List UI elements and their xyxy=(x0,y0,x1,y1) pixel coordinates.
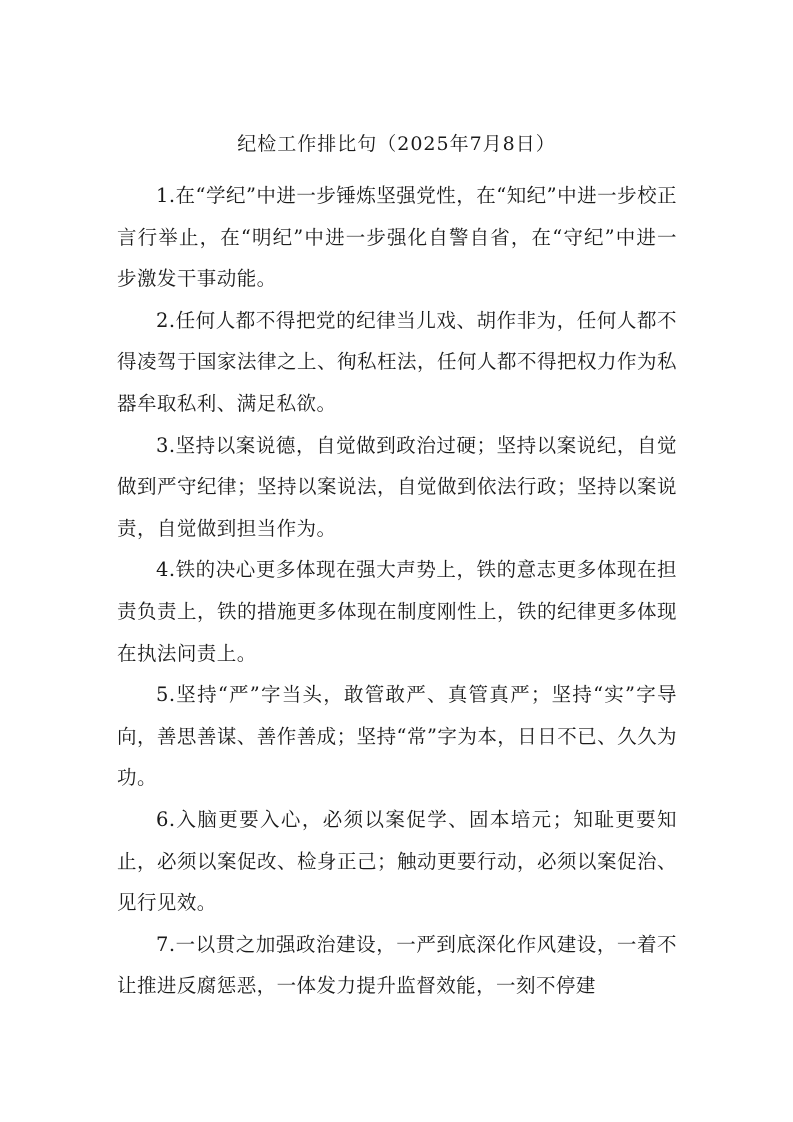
document-body xyxy=(117,175,677,1007)
paragraph-6: 6.入脑更要入心，必须以案促学、固本培元；知耻更要知止，必须以案促改、检身正己；触动更要行动，必须以案促治、见行见效。 xyxy=(117,807,677,915)
paragraph-5: 5.坚持“严”字当头，敢管敢严、真管真严；坚持“实”字导向，善思善谋、善作善成；坚持“常”字为本，日日不已、久久为功。 xyxy=(117,683,677,790)
paragraph-4: 4.铁的决心更多体现在强大声势上，铁的意志更多体现在担责负责上，铁的措施更多体现在制度刚性上，铁的纪律更多体现在执法问责上。 xyxy=(117,558,677,665)
paragraph-2: 2.任何人都不得把党的纪律当儿戏、胡作非为，任何人都不得凌驾于国家法律之上、徇私枉法，任何人都不得把权力作为私器牟取私利、满足私欲。 xyxy=(117,308,677,415)
paragraph-1: 1.在“学纪”中进一步锤炼坚强党性，在“知纪”中进一步校正言行举止，在“明纪”中进一步强化自警自省，在“守纪”中进一步激发干事动能。 xyxy=(117,184,677,291)
document-title: 纪检工作排比句（2025年7月8日） xyxy=(237,133,556,155)
paragraph-3: 3.坚持以案说德，自觉做到政治过硬；坚持以案说纪，自觉做到严守纪律；坚持以案说法，自觉做到依法行政；坚持以案说责，自觉做到担当作为。 xyxy=(117,433,677,540)
paragraph-7: 7.一以贯之加强政治建设，一严到底深化作风建设，一着不让推进反腐惩恶，一体发力提升监督效能，一刻不停建 xyxy=(117,932,677,998)
